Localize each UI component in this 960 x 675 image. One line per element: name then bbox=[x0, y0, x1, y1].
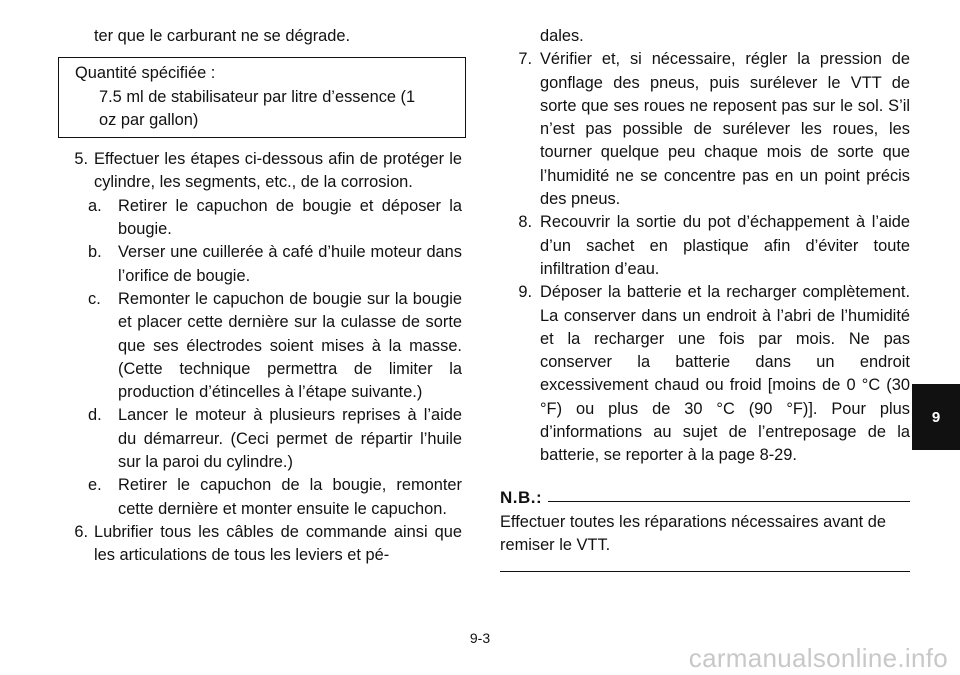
subitem-letter: b. bbox=[88, 243, 102, 262]
note-label: N.B.: bbox=[500, 487, 543, 507]
list-item bbox=[50, 148, 462, 195]
sub-list-item bbox=[50, 195, 462, 242]
page-number: 9-3 bbox=[469, 630, 491, 646]
subitem-text: Lancer le moteur à plusieurs reprises à l’aide du démarreur. (Ceci permet de répartir l’huile sur la paroi du cylindre.) bbox=[118, 406, 462, 472]
subitem-letter: e. bbox=[88, 476, 102, 495]
item-number: 9. bbox=[518, 283, 532, 302]
subitem-text: Retirer le capuchon de la bougie, remonter cette dernière et monter ensuite le capuchon. bbox=[118, 476, 462, 518]
procedure-list bbox=[50, 148, 462, 567]
note-text: Effectuer toutes les réparations nécessaires avant de remiser le VTT. bbox=[500, 512, 887, 555]
list-item bbox=[500, 211, 910, 281]
list-item bbox=[500, 281, 910, 467]
item-number: 6. bbox=[74, 522, 88, 541]
list-item bbox=[50, 521, 462, 568]
note-header bbox=[500, 486, 910, 509]
sub-list-item bbox=[50, 404, 462, 474]
sub-list-item bbox=[50, 241, 462, 288]
note-rule bbox=[548, 501, 910, 502]
right-column bbox=[500, 25, 910, 572]
watermark: carmanualsonline.info bbox=[688, 643, 948, 673]
left-column bbox=[50, 25, 462, 568]
sub-list-item bbox=[50, 474, 462, 521]
item-number: 5. bbox=[74, 150, 88, 169]
subitem-text: Remonter le capuchon de bougie sur la bougie et placer cette dernière sur la culasse de sorte que ses électrodes soient mises à la masse. (Cette technique permettra de limiter la production d’étincelles à l’étape suivante.) bbox=[118, 289, 462, 402]
spec-value-line: oz par gallon) bbox=[99, 110, 199, 129]
spec-value-line: 7.5 ml de stabilisateur par litre d’essence (1 bbox=[99, 87, 416, 106]
chapter-tab: 9 bbox=[912, 384, 960, 450]
specification-box bbox=[58, 57, 466, 138]
spec-label: Quantité spécifiée : bbox=[75, 64, 216, 83]
item-text: Vérifier et, si nécessaire, régler la pression de gonflage des pneus, puis surélever le VTT de sorte que ses roues ne reposent pas sur le sol. S’il n’est pas possible de surélever les roues, les tourner quelque peu chaque mois de sorte que l’humidité ne se concentre pas en un point précis des pneus. bbox=[540, 50, 910, 209]
item-text: Recouvrir la sortie du pot d’échappement à l’aide d’un sachet en plastique afin d’éviter toute infiltration d’eau. bbox=[540, 213, 910, 278]
subitem-letter: a. bbox=[88, 196, 102, 215]
item-number: 7. bbox=[518, 50, 532, 69]
list-item bbox=[500, 48, 910, 211]
continuation-line: dales. bbox=[540, 27, 584, 45]
subitem-text: Verser une cuillerée à café d’huile moteur dans l’orifice de bougie. bbox=[118, 243, 462, 285]
item-text: Déposer la batterie et la recharger complètement. La conserver dans un endroit à l’abri de l’humidité et la recharger une fois par mois. Ne pas conserver la batterie dans un endroit excessivement chaud ou froid [moins de 0 °C (30 °F) ou plus de 30 °C (90 °F)]. Pour plus d’informations au sujet de l’entreposage de la batterie, se reporter à la page 8-29. bbox=[540, 283, 910, 465]
sub-list-item bbox=[50, 288, 462, 404]
subitem-text: Retirer le capuchon de bougie et déposer la bougie. bbox=[118, 196, 462, 239]
subitem-letter: d. bbox=[88, 406, 102, 425]
intro-line: ter que le carburant ne se dégrade. bbox=[94, 27, 351, 45]
item-text: Lubrifier tous les câbles de commande ainsi que les articulations de tous les leviers et pé- bbox=[94, 522, 462, 565]
item-text: Effectuer les étapes ci-dessous afin de protéger le cylindre, les segments, etc., de la corrosion. bbox=[94, 150, 462, 192]
item-number: 8. bbox=[518, 213, 532, 232]
subitem-letter: c. bbox=[88, 289, 101, 308]
note-bottom-rule bbox=[500, 571, 910, 572]
